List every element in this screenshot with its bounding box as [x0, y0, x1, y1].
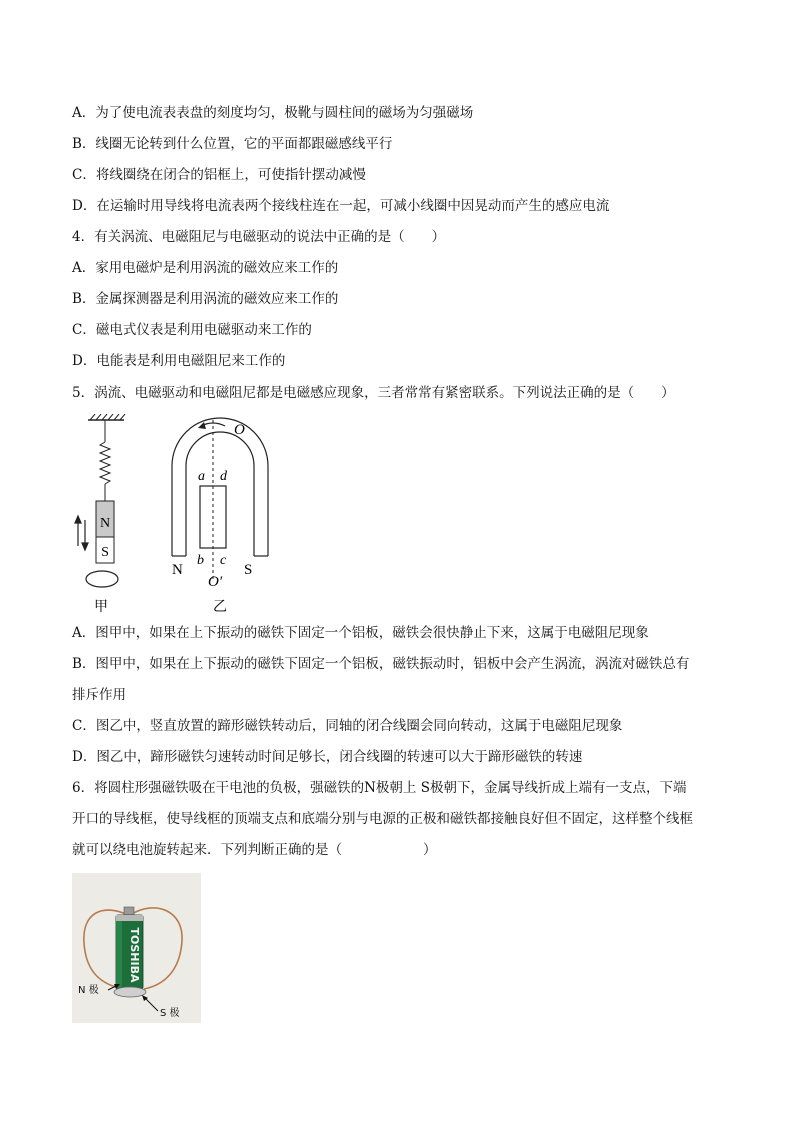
q5-option-c: C．图乙中，竖直放置的蹄形磁铁转动后，同轴的闭合线圈会同向转动，这属于电磁阻尼现象	[72, 718, 623, 734]
q4-stem: 4．有关涡流、电磁阻尼与电磁驱动的说法中正确的是（ ）	[72, 229, 446, 245]
q3-option-d: D．在运输时用导线将电流表两个接线柱连在一起，可减小线圈中因晃动而产生的感应电流	[72, 198, 610, 214]
q6-stem-line-3: 就可以绕电池旋转起来．下列判断正确的是（ ）	[72, 842, 437, 858]
q3-option-c: C．将线圈绕在闭合的铝框上，可使指针摆动减慢	[72, 167, 366, 183]
figure-yi-caption: 乙	[213, 599, 227, 614]
q6-stem-line-2: 开口的导线框，使导线框的顶端支点和底端分别与电源的正极和磁铁都接触良好但不固定，这样整个线框	[72, 811, 693, 827]
yi-pole-n: N	[172, 562, 183, 578]
figure-jia-spring-magnet	[68, 414, 148, 614]
q4-option-a: A．家用电磁炉是利用涡流的磁效应来工作的	[72, 260, 339, 276]
q5-option-d: D．图乙中，蹄形磁铁匀速转动时间足够长，闭合线圈的转速可以大于蹄形磁铁的转速	[72, 749, 583, 765]
figure-jia-caption: 甲	[94, 599, 108, 614]
vibration-arrows-icon	[75, 516, 88, 550]
jia-pole-s: S	[101, 545, 109, 560]
yi-pole-s: S	[244, 562, 253, 578]
jia-pole-n: N	[99, 516, 111, 531]
battery-motor-photo	[72, 873, 201, 1023]
photo-label-s: S 极	[160, 1008, 180, 1019]
q3-option-a: A．为了使电流表表盘的刻度均匀，极靴与圆柱间的磁场为匀强磁场	[72, 105, 474, 121]
q5-option-b-continued: 排斥作用	[72, 687, 126, 703]
q5-option-a: A．图甲中，如果在上下振动的磁铁下固定一个铝板，磁铁会很快静止下来，这属于电磁阻尼现象	[72, 625, 649, 641]
q4-option-d: D．电能表是利用电磁阻尼来工作的	[72, 353, 286, 369]
yi-label-c: c	[220, 553, 227, 568]
figure-yi-horseshoe-coil	[164, 414, 274, 614]
q6-stem-line-1: 6．将圆柱形强磁铁吸在干电池的负极，强磁铁的N极朝上 S极朝下，金属导线折成上端有一支点，下端	[72, 780, 687, 796]
q3-option-b: B．线圈无论转到什么位置，它的平面都跟磁感线平行	[72, 136, 393, 152]
yi-label-b: b	[197, 553, 204, 568]
photo-label-n: N 极	[78, 985, 99, 996]
q5-stem: 5．涡流、电磁驱动和电磁阻尼都是电磁感应现象，三者常常有紧密联系。下列说法正确的是（ ）	[72, 385, 675, 401]
yi-axis-top-label: O	[234, 422, 245, 438]
yi-label-d: d	[220, 469, 227, 484]
q5-option-b: B．图甲中，如果在上下振动的磁铁下固定一个铝板，磁铁振动时，铝板中会产生涡流，涡流对磁铁总有	[72, 656, 690, 672]
q4-option-c: C．磁电式仪表是利用电磁驱动来工作的	[72, 322, 312, 338]
battery-brand-text: TOSHIBA	[128, 927, 141, 983]
yi-axis-bottom-label: O′	[208, 574, 223, 590]
yi-label-a: a	[198, 469, 205, 484]
q4-option-b: B．金属探测器是利用涡流的磁效应来工作的	[72, 291, 339, 307]
